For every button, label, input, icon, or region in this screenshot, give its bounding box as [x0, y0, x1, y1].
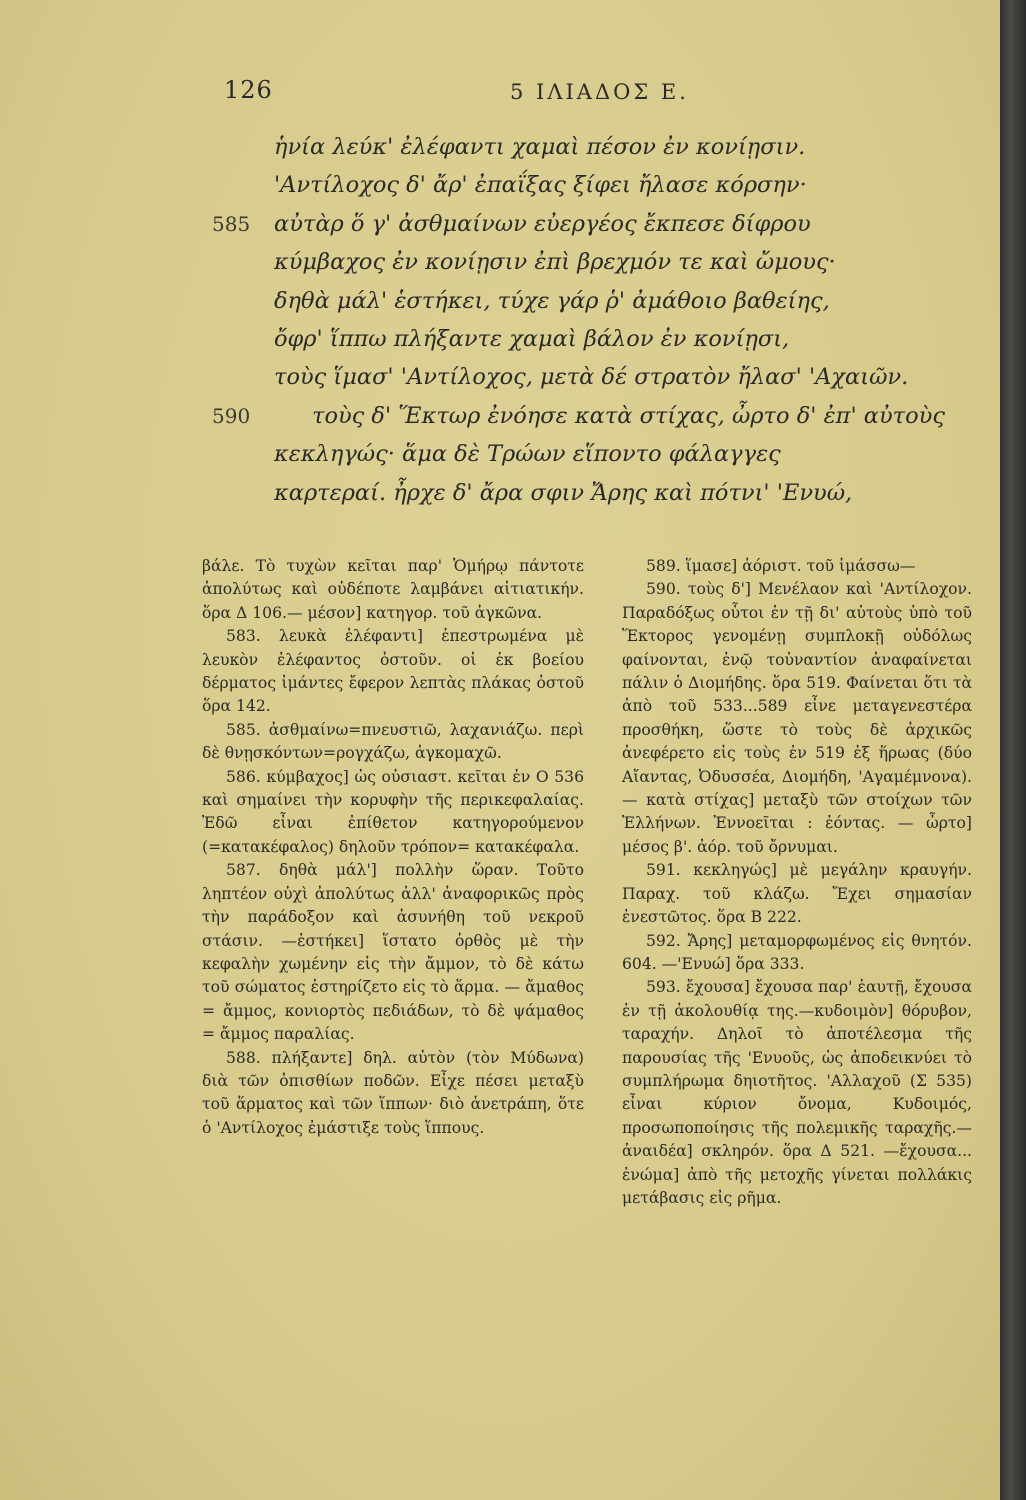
line-number: 585: [212, 211, 251, 236]
verse-block: [212, 128, 972, 512]
verse-text: τοὺς δ' Ἕκτωρ ἐνόησε κατὰ στίχας, ὦρτο δ' ἐπ' αὐτοὺς: [312, 402, 945, 429]
page-number: 126: [224, 76, 273, 104]
verse-line: [212, 474, 972, 512]
verse-line: [212, 358, 972, 396]
verse-text: ὄφρ' ἵππω πλήξαντε χαμαὶ βάλον ἐν κονίῃσι,: [274, 325, 790, 352]
verse-text: κύμβαχος ἐν κονίῃσιν ἐπὶ βρεχμόν τε καὶ ὤμους·: [274, 249, 836, 276]
verse-line: [212, 397, 972, 435]
commentary-note: 585. ἀσθμαίνω=πνευστιῶ, λαχανιάζω. περὶ δὲ θνῃσκόντων=ρογχάζω, ἀγκομαχῶ.: [202, 720, 584, 763]
line-number: 590: [212, 403, 251, 428]
verse-line: [212, 435, 972, 473]
verse-line: [212, 320, 972, 358]
verse-text: καρτεραί. ἦρχε δ' ἄρα σφιν Ἄρης καὶ πότνι' 'Ενυώ,: [274, 479, 853, 506]
running-head: 5 ΙΛΙΑΔΟΣ Ε.: [510, 80, 689, 104]
commentary-note: 587. δηθὰ μάλ'] πολλὴν ὥραν. Τοῦτο ληπτέον οὐχὶ ἀπολύτως ἀλλ' ἀναφορικῶς πρὸς τὴν παράδοξον καὶ ἀσυνήθη τοῦ νεκροῦ στάσιν. —ἑστήκει] ἵστατο ὀρθὸς μὲ τὴν κεφαλὴν χωμένην εἰς τὴν ἄμμον, τὸ δὲ κάτω τοῦ σώματος ἐστηρίζετο εἰς τὸ ἅρμα. — ἄμαθος = ἄμμος, κονιορτὸς πεδιάδων, τὸ δὲ ψάμαθος = ἄμμος παραλίας.: [202, 861, 584, 1044]
book-spine: [1000, 0, 1026, 1500]
verse-text: κεκληγώς· ἅμα δὲ Τρώων εἵποντο φάλαγγες: [274, 441, 781, 468]
commentary-note: 586. κύμβαχος] ὡς οὐσιαστ. κεῖται ἐν Ο 536 καὶ σημαίνει τὴν κορυφὴν τῆς περικεφαλαίας. Ἐδῶ εἶναι ἐπίθετον κατηγορούμενον (=κατακέφαλος) δηλοῦν τρόπον= κατακέφαλα.: [202, 767, 584, 856]
commentary-note: 593. ἔχουσα] ἔχουσα παρ' ἑαυτῇ, ἔχουσα ἐν τῇ ἀκολουθίᾳ της.—κυδοιμὸν] θόρυβον, ταραχήν. Δηλοῖ τὸ ἀποτέλεσμα τῆς παρουσίας τῆς 'Ενυοῦς, ὡς ἀποδεικνύει τὸ συμπλήρωμα δηιοτῆτος. 'Αλλαχοῦ (Σ 535) εἶναι κύριον ὄνομα, Κυδοιμός, προσωποποίησις τῆς πολεμικῆς ταραχῆς.—ἀναιδέα] σκληρόν. ὅρα Δ 521. —ἔχουσα... ἐνώμα] ἀπὸ τῆς μετοχῆς γίνεται πολλάκις μετάβασις εἰς ρῆμα.: [622, 978, 972, 1207]
verse-line: [212, 243, 972, 281]
commentary-note: 590. τοὺς δ'] Μενέλαον καὶ 'Αντίλοχον. Παραδόξως οὗτοι ἐν τῇ δι' αὐτοὺς ὑπὸ τοῦ Ἕκτορος γενομένῃ συμπλοκῇ οὐδόλως φαίνονται, ἐνῷ τοὐναντίον ἀναφαίνεται πάλιν ὁ Διομήδης. ὅρα 519. Φαίνεται ὅτι τὰ ἀπὸ τοῦ 533...589 εἶνε μεταγενεστέρα προσθήκη, ὥστε τὸ τοὺς δὲ ἀρχικῶς ἀνεφέρετο εἰς τοὺς ἐν 519 ἐξ ἥρωας (δύο Αἴαντας, Ὀδυσσέα, Διομήδη, 'Αγαμέμνονα). — κατὰ στίχας] μεταξὺ τῶν στοίχων τῶν Ἑλλήνων. Ἐννοεῖται : ἐόντας. — ὦρτο] μέσος β'. ἀόρ. τοῦ ὄρνυμαι.: [622, 580, 972, 856]
commentary-note: 591. κεκληγώς] μὲ μεγάλην κραυγήν. Παραχ. τοῦ κλάζω. Ἔχει σημασίαν ἐνεστῶτος. ὅρα Β 222.: [622, 861, 972, 927]
verse-text: ἡνία λεύκ' ἐλέφαντι χαμαὶ πέσον ἐν κονίῃσιν.: [274, 134, 806, 160]
commentary-note: 583. λευκὰ ἐλέφαντι] ἐπεστρωμένα μὲ λευκὸν ἐλέφαντος ὀστοῦν. οἱ ἐκ βοείου δέρματος ἱμάντες ἔφερον λεπτὰς πλάκας ὀστοῦ ὅρα 142.: [202, 627, 584, 716]
verse-line: [212, 166, 972, 204]
verse-text: αὐτὰρ ὅ γ' ἀσθμαίνων εὐεργέος ἔκπεσε δίφρου: [274, 210, 811, 237]
verse-text: τοὺς ἵμασ' 'Αντίλοχος, μετὰ δέ στρατὸν ἤλασ' 'Αχαιῶν.: [274, 364, 909, 391]
commentary-right-column: [622, 555, 972, 1210]
verse-text: δηθὰ μάλ' ἑστήκει, τύχε γάρ ῥ' ἀμάθοιο βαθείης,: [274, 287, 830, 314]
commentary-left-column: [202, 555, 584, 1140]
verse-line: [212, 282, 972, 320]
commentary-note: 588. πλήξαντε] δηλ. αὐτὸν (τὸν Μύδωνα) διὰ τῶν ὀπισθίων ποδῶν. Εἶχε πέσει μεταξὺ τοῦ ἅρματος καὶ τῶν ἵππων· διὸ ἀνετράπη, ὅτε ὁ 'Αντίλοχος ἐμάστιξε τοὺς ἵππους.: [202, 1048, 584, 1137]
commentary-note: βάλε. Τὸ τυχὼν κεῖται παρ' Ὁμήρῳ πάντοτε ἀπολύτως καὶ οὐδέποτε λαμβάνει αἰτιατικήν. ὅρα Δ 106.— μέσον] κατηγορ. τοῦ ἀγκῶνα.: [202, 557, 584, 622]
verse-line: [212, 128, 972, 166]
verse-line: [212, 205, 972, 243]
verse-text: 'Αντίλοχος δ' ἄρ' ἐπαΐξας ξίφει ἤλασε κόρσην·: [274, 172, 807, 199]
commentary-note: 592. Ἄρης] μεταμορφωμένος εἰς θνητόν. 604. —'Ενυώ] ὅρα 333.: [622, 931, 972, 973]
commentary-note: 589. ἵμασε] ἀόριστ. τοῦ ἱμάσσω—: [646, 557, 916, 575]
